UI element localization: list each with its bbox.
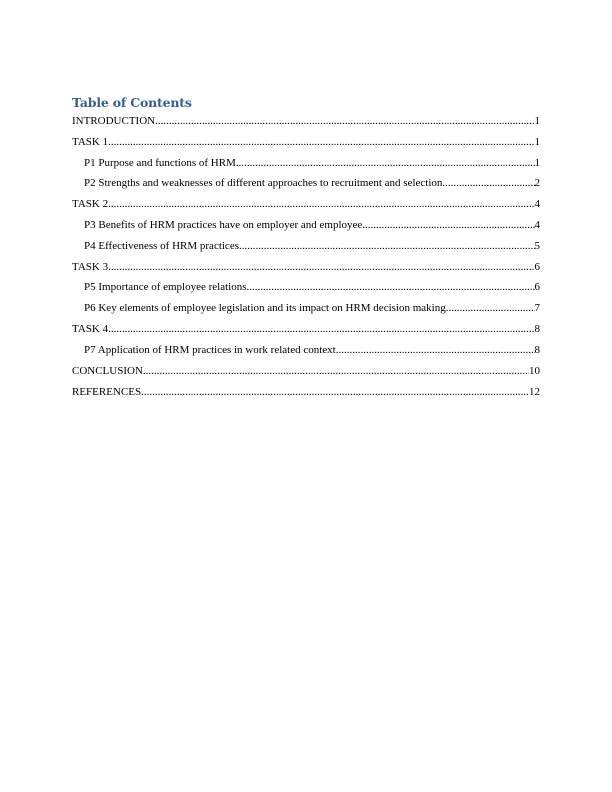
toc-dot-leader (108, 135, 534, 149)
toc-entry-text: P3 Benefits of HRM practices have on employer and employee (84, 218, 363, 231)
toc-entry-text: P1 Purpose and functions of HRM (84, 156, 236, 169)
toc-dot-leader (108, 197, 534, 211)
toc-page-number: 12 (529, 385, 540, 398)
toc-entry-p3[interactable] (72, 218, 540, 239)
toc-dot-leader (108, 260, 534, 274)
toc-dot-leader (155, 114, 534, 128)
toc-entry-p6[interactable] (72, 301, 540, 322)
toc-dot-leader (336, 343, 535, 357)
toc-page-number: 6 (534, 281, 540, 294)
toc-heading: Table of Contents (72, 95, 192, 110)
toc-entry-text: P5 Importance of employee relations (84, 281, 247, 294)
toc-page-number: 4 (534, 198, 540, 211)
toc-page-number: 8 (534, 343, 540, 356)
toc-dot-leader (362, 218, 534, 232)
toc-dot-leader (247, 280, 535, 294)
toc-dot-leader (236, 156, 535, 170)
toc-page-number: 5 (534, 239, 540, 252)
toc-entry-text: P7 Application of HRM practices in work related context (84, 343, 336, 356)
toc-entry-introduction[interactable] (72, 114, 540, 135)
toc-page-number: 8 (534, 322, 540, 335)
toc-page-number: 7 (534, 302, 540, 315)
toc-entry-p4[interactable] (72, 239, 540, 260)
toc-page-number: 10 (529, 364, 540, 377)
toc-entry-text: INTRODUCTION (72, 115, 156, 127)
toc-dot-leader (446, 301, 535, 315)
toc-entry-text: CONCLUSION (72, 364, 143, 377)
toc-page-number: 2 (534, 177, 540, 190)
toc-entry-references[interactable] (72, 385, 540, 406)
toc-dot-leader (141, 385, 529, 399)
toc-entry-text: TASK 4 (72, 322, 109, 335)
toc-entry-text: TASK 3 (72, 260, 109, 273)
toc-entry-task-4[interactable] (72, 322, 540, 343)
toc-entry-text: P4 Effectiveness of HRM practices (84, 239, 239, 252)
toc-entry-text: TASK 2 (72, 198, 109, 211)
toc-entry-p7[interactable] (72, 343, 540, 364)
toc-entry-p1[interactable] (72, 156, 540, 177)
toc-entry-text: P6 Key elements of employee legislation and its impact on HRM decision making (84, 302, 446, 315)
toc-entry-text: P2 Strengths and weaknesses of different approaches to recruitment and selection (84, 177, 443, 190)
toc-page-number: 1 (534, 156, 540, 169)
toc-page-number: 1 (534, 115, 540, 127)
toc-page-number: 4 (534, 218, 540, 231)
toc-entry-task-3[interactable] (72, 260, 540, 281)
toc-entry-task-2[interactable] (72, 197, 540, 218)
toc-entry-text: TASK 1 (72, 135, 109, 148)
toc-entry-text: REFERENCES (72, 385, 142, 398)
toc-list (72, 114, 540, 405)
toc-dot-leader (239, 239, 535, 253)
toc-entry-conclusion[interactable] (72, 364, 540, 385)
toc-entry-p5[interactable] (72, 280, 540, 301)
toc-entry-p2[interactable] (72, 176, 540, 197)
toc-entry-task-1[interactable] (72, 135, 540, 156)
toc-dot-leader (442, 176, 534, 190)
toc-dot-leader (108, 322, 534, 336)
toc-page-number: 1 (534, 135, 540, 148)
toc-dot-leader (143, 364, 529, 378)
toc-page-number: 6 (534, 260, 540, 273)
